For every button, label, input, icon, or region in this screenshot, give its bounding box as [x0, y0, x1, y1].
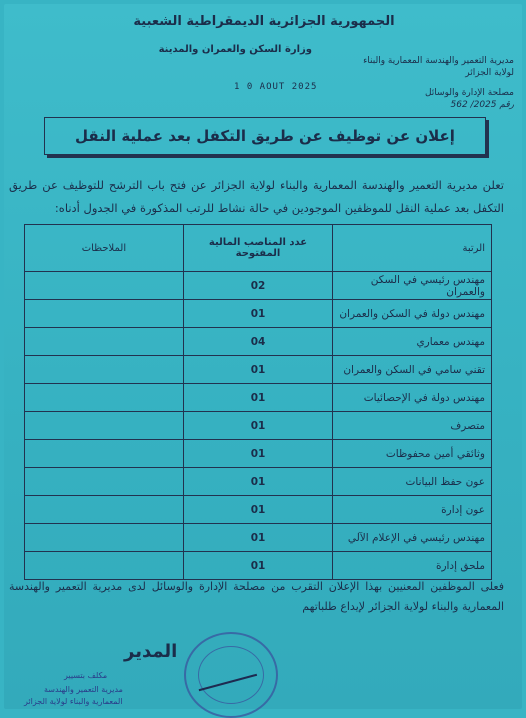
rank-cell: متصرف — [333, 412, 492, 440]
notes-cell — [25, 440, 184, 468]
table-row — [25, 272, 492, 300]
header-notes: الملاحظات — [25, 225, 184, 272]
count-cell: 02 — [183, 272, 332, 300]
rank-cell: عون حفظ البيانات — [333, 468, 492, 496]
table-row — [25, 384, 492, 412]
rank-cell: عون إدارة — [333, 496, 492, 524]
date-stamp: 1 0 AOUT 2025 — [234, 82, 318, 92]
count-cell: 04 — [183, 328, 332, 356]
notes-cell — [25, 300, 184, 328]
reference-number: رقم 2025/ 562 — [450, 100, 514, 110]
count-cell: 01 — [183, 468, 332, 496]
rank-cell: وثائقي أمين محفوظات — [333, 440, 492, 468]
table-row — [25, 440, 492, 468]
count-cell: 01 — [183, 356, 332, 384]
director-title: المدير — [124, 641, 178, 662]
rank-cell: مهندس معماري — [333, 328, 492, 356]
republic-heading: الجمهورية الجزائرية الديمقراطية الشعبية — [133, 14, 395, 29]
rank-cell: مهندس رئيسي في الإعلام الآلي — [333, 524, 492, 552]
table-row — [25, 468, 492, 496]
notes-cell — [25, 496, 184, 524]
intro-paragraph: تعلن مديرية التعمير والهندسة المعمارية والبناء لولاية الجزائر عن فتح باب الترشح للتوظيف عن طريق التكفل بعد عملية النقل للموظفين الموجودين في حالة نشاط للرتب المذكورة في الجدول أدناه: — [9, 178, 504, 215]
count-cell: 01 — [183, 412, 332, 440]
table-row — [25, 412, 492, 440]
wilaya-heading: لولاية الجزائر — [465, 68, 514, 78]
notes-cell — [25, 412, 184, 440]
table-row — [25, 552, 492, 580]
header-rank: الرتبة — [333, 225, 492, 272]
stamp-text-line: المعمارية والبناء لولاية الجزائر — [24, 697, 123, 706]
count-cell: 01 — [183, 496, 332, 524]
table-row — [25, 300, 492, 328]
notes-cell — [25, 384, 184, 412]
table-row — [25, 356, 492, 384]
directorate-heading: مديرية التعمير والهندسة المعمارية والبناء — [363, 56, 514, 66]
count-cell: 01 — [183, 524, 332, 552]
notes-cell — [25, 468, 184, 496]
stamp-text-line: مكلف بتسيير — [64, 671, 108, 680]
closing-paragraph: فعلى الموظفين المعنيين بهذا الإعلان التقرب من مصلحة الإدارة والوسائل لدى مديرية التعمير والهندسة المعمارية والبناء لولاية الجزائر لإيداع طلباتهم — [9, 580, 504, 613]
document-sheet — [4, 4, 522, 709]
count-cell: 01 — [183, 384, 332, 412]
positions-table — [24, 224, 492, 580]
rank-cell: مهندس دولة في الإحصائيات — [333, 384, 492, 412]
notes-cell — [25, 328, 184, 356]
notes-cell — [25, 356, 184, 384]
count-cell: 01 — [183, 552, 332, 580]
table-row — [25, 328, 492, 356]
announcement-title: إعلان عن توظيف عن طريق التكفل بعد عملية النقل — [75, 127, 455, 145]
rank-cell: مهندس دولة في السكن والعمران — [333, 300, 492, 328]
rank-cell: تقني سامي في السكن والعمران — [333, 356, 492, 384]
rank-cell: ملحق إدارة — [333, 552, 492, 580]
service-heading: مصلحة الإدارة والوسائل — [424, 88, 514, 98]
notes-cell — [25, 552, 184, 580]
notes-cell — [25, 272, 184, 300]
count-cell: 01 — [183, 300, 332, 328]
table-row — [25, 524, 492, 552]
table-row — [25, 496, 492, 524]
header-count: عدد المناصب المالية المفتوحة — [183, 225, 332, 272]
table-header-row — [25, 225, 492, 272]
rank-cell: مهندس رئيسي في السكن والعمران — [333, 272, 492, 300]
stamp-text-line: مديرية التعمير والهندسة — [44, 685, 123, 694]
count-cell: 01 — [183, 440, 332, 468]
notes-cell — [25, 524, 184, 552]
ministry-heading: وزارة السكن والعمران والمدينة — [158, 44, 312, 55]
announcement-title-box — [44, 117, 486, 155]
